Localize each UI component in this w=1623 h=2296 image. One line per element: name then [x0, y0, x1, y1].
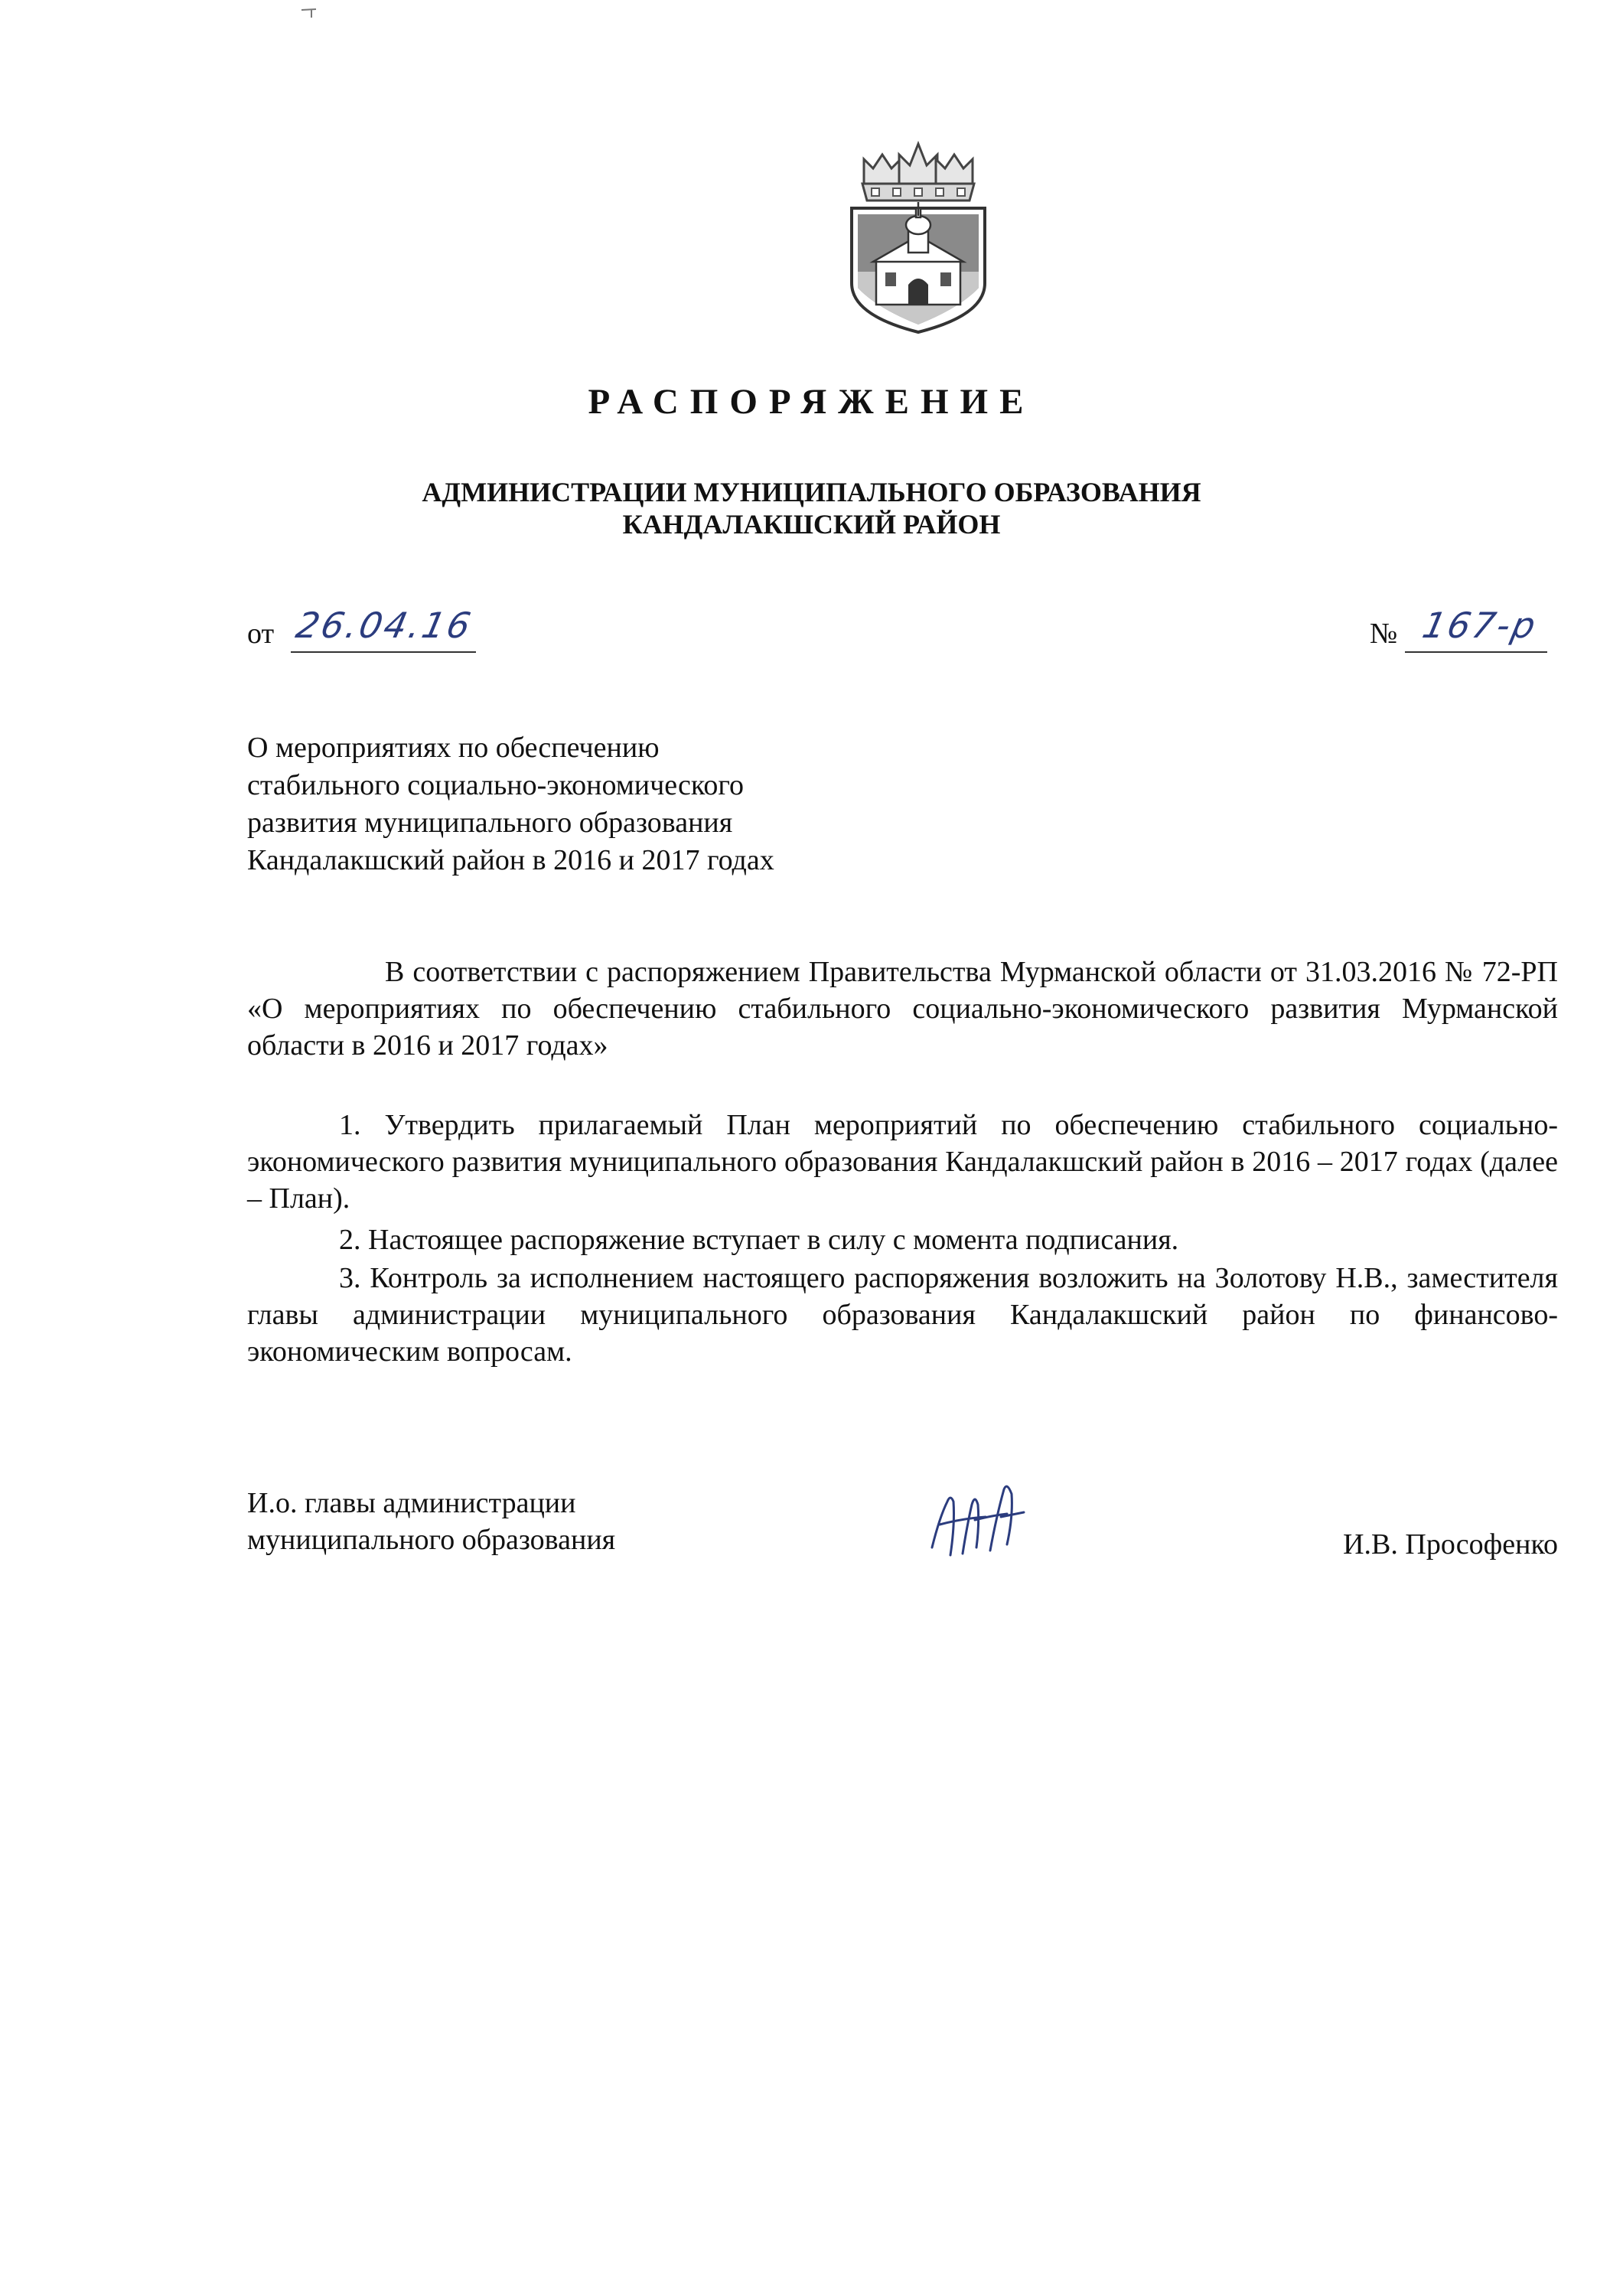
number-label: № [1370, 618, 1398, 650]
order-item-3: 3. Контроль за исполнением настоящего распоряжения возложить на Золотову Н.В., заместителя главы администрации муниципального образования Кандалакшский район по финансово-экономическим вопросам. [247, 1262, 1558, 1368]
signatory-position [247, 1485, 615, 1558]
issuer-line: АДМИНИСТРАЦИИ МУНИЦИПАЛЬНОГО ОБРАЗОВАНИЯ [422, 477, 1201, 507]
document-title: РАСПОРЯЖЕНИЕ [588, 382, 1035, 422]
date-underline [291, 651, 476, 653]
document-subject [247, 729, 1012, 879]
order-item-1: 1. Утвердить прилагаемый План мероприятий по обеспечению стабильного социально-экономического развития муниципального образования Кандалакшский район в 2016 – 2017 годах (далее – План). [247, 1109, 1558, 1215]
subject-line: развития муниципального образования [247, 807, 733, 839]
scan-mark [301, 8, 318, 18]
signatory-name: И.В. Прософенко [1343, 1528, 1558, 1561]
issuer-line: КАНДАЛАКШСКИЙ РАЙОН [622, 509, 1001, 540]
number-underline [1405, 651, 1547, 653]
issuer-name [0, 476, 1623, 540]
position-line: муниципального образования [247, 1524, 616, 1556]
subject-line: О мероприятиях по обеспечению [247, 732, 660, 764]
order-item-2: 2. Настоящее распоряжение вступает в силу с момента подписания. [339, 1224, 1179, 1256]
coat-of-arms-icon [846, 138, 991, 335]
date-value: 26.04.16 [292, 605, 477, 646]
number-value: 167-р [1419, 605, 1542, 646]
subject-line: Кандалакшский район в 2016 и 2017 годах [247, 844, 774, 876]
preamble-paragraph: В соответствии с распоряжением Правительства Мурманской области от 31.03.2016 № 72-РП «О мероприятиях по обеспечению стабильного социально-экономического развития Мурманской области в 2016 и 2017 годах» [247, 956, 1558, 1062]
handwritten-signature-icon [917, 1471, 1031, 1563]
subject-line: стабильного социально-экономического [247, 769, 745, 801]
position-line: И.о. главы администрации [247, 1487, 576, 1519]
date-label: от [247, 618, 275, 650]
